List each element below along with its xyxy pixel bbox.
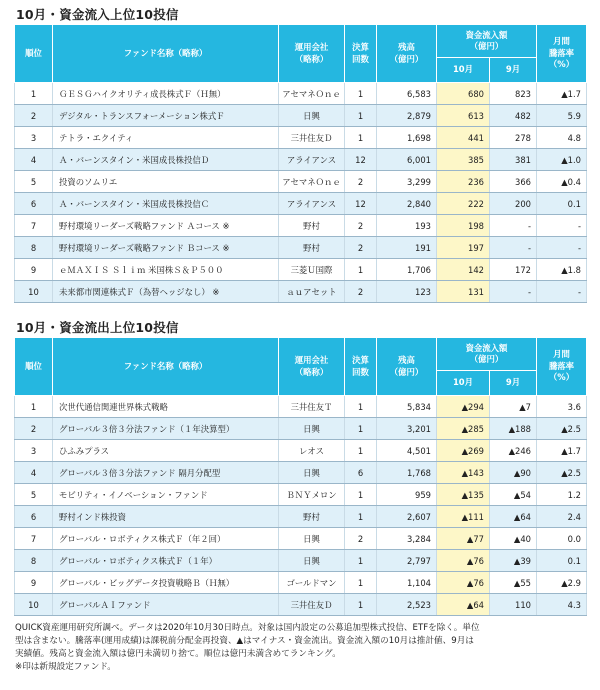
company-cell: 三井住友Ｔ xyxy=(279,396,345,418)
balance-cell: 2,879 xyxy=(377,105,437,127)
september-flow-cell: ▲54 xyxy=(490,484,537,506)
fund-name-cell: グローバル３倍３分法ファンド 隔月分配型 xyxy=(53,462,279,484)
balance-cell: 2,840 xyxy=(377,193,437,215)
settlement-cell: 1 xyxy=(345,105,377,127)
september-flow-cell: - xyxy=(490,215,537,237)
settlement-cell: 12 xyxy=(345,193,377,215)
company-cell: 日興 xyxy=(279,462,345,484)
settlement-cell: 1 xyxy=(345,127,377,149)
company-cell: アセマネＯｎｅ xyxy=(279,171,345,193)
company-cell: 野村 xyxy=(279,506,345,528)
balance-cell: 6,001 xyxy=(377,149,437,171)
fund-name-cell: 投資のソムリエ xyxy=(53,171,279,193)
fund-name-cell: グローバル３倍３分法ファンド（１年決算型） xyxy=(53,418,279,440)
table-row xyxy=(15,506,587,528)
header-monthly-change xyxy=(537,25,587,83)
october-flow-cell: 613 xyxy=(437,105,490,127)
header-settlement-count xyxy=(345,25,377,83)
page xyxy=(14,6,586,674)
monthly-change-cell: - xyxy=(537,281,587,303)
fund-name-cell: 未来都市関連株式Ｆ（為替ヘッジなし） ※ xyxy=(53,281,279,303)
balance-cell: 2,523 xyxy=(377,594,437,616)
monthly-change-cell: ▲2.5 xyxy=(537,462,587,484)
rank-cell: 8 xyxy=(15,237,53,259)
balance-cell: 5,834 xyxy=(377,396,437,418)
company-cell: ゴールドマン xyxy=(279,572,345,594)
header-october: 10月 xyxy=(437,58,490,83)
header-balance-label: 残高 （億円） xyxy=(389,355,424,377)
company-cell: 野村 xyxy=(279,237,345,259)
header-fund-name: ファンド名称（略称） xyxy=(53,25,279,83)
table-row xyxy=(15,259,587,281)
balance-cell: 6,583 xyxy=(377,83,437,105)
balance-cell: 4,501 xyxy=(377,440,437,462)
fund-name-cell: ＧＥＳＧハイクオリティ成長株式Ｆ（Ｈ無） xyxy=(53,83,279,105)
october-flow-cell: 236 xyxy=(437,171,490,193)
header-company-label: 運用会社 （略称） xyxy=(294,355,329,377)
rank-cell: 5 xyxy=(15,484,53,506)
rank-cell: 9 xyxy=(15,572,53,594)
september-flow-cell: 110 xyxy=(490,594,537,616)
settlement-cell: 2 xyxy=(345,237,377,259)
october-flow-cell: 197 xyxy=(437,237,490,259)
company-cell: 三井住友Ｄ xyxy=(279,127,345,149)
rank-cell: 1 xyxy=(15,83,53,105)
settlement-cell: 1 xyxy=(345,506,377,528)
monthly-change-cell: ▲1.8 xyxy=(537,259,587,281)
rank-cell: 4 xyxy=(15,149,53,171)
september-flow-cell: ▲55 xyxy=(490,572,537,594)
october-flow-cell: ▲111 xyxy=(437,506,490,528)
balance-cell: 1,698 xyxy=(377,127,437,149)
balance-cell: 959 xyxy=(377,484,437,506)
september-flow-cell: ▲40 xyxy=(490,528,537,550)
table-row xyxy=(15,281,587,303)
balance-cell: 193 xyxy=(377,215,437,237)
october-flow-cell: ▲76 xyxy=(437,550,490,572)
settlement-cell: 1 xyxy=(345,550,377,572)
settlement-cell: 1 xyxy=(345,440,377,462)
september-flow-cell: ▲64 xyxy=(490,506,537,528)
rank-cell: 1 xyxy=(15,396,53,418)
october-flow-cell: 142 xyxy=(437,259,490,281)
header-settlement-label: 決算 回数 xyxy=(352,42,369,64)
outflow-ranking-table xyxy=(14,337,587,616)
rank-cell: 4 xyxy=(15,462,53,484)
monthly-change-cell: 0.1 xyxy=(537,550,587,572)
balance-cell: 2,607 xyxy=(377,506,437,528)
rank-cell: 2 xyxy=(15,105,53,127)
october-flow-cell: ▲143 xyxy=(437,462,490,484)
table-row xyxy=(15,105,587,127)
table-row xyxy=(15,193,587,215)
september-flow-cell: ▲246 xyxy=(490,440,537,462)
company-cell: 野村 xyxy=(279,215,345,237)
outflow-section-title: 10月・資金流出上位10投信 xyxy=(16,320,179,335)
balance-cell: 191 xyxy=(377,237,437,259)
settlement-cell: 6 xyxy=(345,462,377,484)
settlement-cell: 2 xyxy=(345,528,377,550)
october-flow-cell: ▲76 xyxy=(437,572,490,594)
header-settlement-count xyxy=(345,338,377,396)
september-flow-cell: ▲90 xyxy=(490,462,537,484)
company-cell: レオス xyxy=(279,440,345,462)
rank-cell: 3 xyxy=(15,127,53,149)
outflow-table-body xyxy=(15,396,587,616)
inflow-ranking-table xyxy=(14,24,587,303)
monthly-change-cell: ▲1.7 xyxy=(537,83,587,105)
rank-cell: 3 xyxy=(15,440,53,462)
company-cell: 三菱Ｕ国際 xyxy=(279,259,345,281)
balance-cell: 3,284 xyxy=(377,528,437,550)
monthly-change-cell: - xyxy=(537,215,587,237)
company-cell: 日興 xyxy=(279,550,345,572)
october-flow-cell: ▲77 xyxy=(437,528,490,550)
settlement-cell: 2 xyxy=(345,215,377,237)
october-flow-cell: ▲64 xyxy=(437,594,490,616)
settlement-cell: 1 xyxy=(345,594,377,616)
settlement-cell: 1 xyxy=(345,259,377,281)
october-flow-cell: 131 xyxy=(437,281,490,303)
company-cell: 日興 xyxy=(279,528,345,550)
inflow-section-title: 10月・資金流入上位10投信 xyxy=(16,7,179,22)
settlement-cell: 1 xyxy=(345,83,377,105)
company-cell: アライアンス xyxy=(279,149,345,171)
september-flow-cell: - xyxy=(490,237,537,259)
october-flow-cell: 680 xyxy=(437,83,490,105)
fund-name-cell: グローバルＡＩファンド xyxy=(53,594,279,616)
company-cell: 三井住友Ｄ xyxy=(279,594,345,616)
rank-cell: 5 xyxy=(15,171,53,193)
footnote-line: ※印は新規設定ファンド。 xyxy=(15,662,116,672)
october-flow-cell: 385 xyxy=(437,149,490,171)
table-row xyxy=(15,440,587,462)
october-flow-cell: 222 xyxy=(437,193,490,215)
header-september: 9月 xyxy=(490,58,537,83)
balance-cell: 2,797 xyxy=(377,550,437,572)
monthly-change-cell: ▲1.0 xyxy=(537,149,587,171)
settlement-cell: 1 xyxy=(345,484,377,506)
settlement-cell: 12 xyxy=(345,149,377,171)
header-balance xyxy=(377,25,437,83)
header-fund-flow xyxy=(437,25,537,58)
footnote-line: 型は含まない。騰落率(運用成績)は課税前分配金再投資、▲はマイナス・資金流出。資金流入額の10月は推計値、9月は xyxy=(15,636,474,646)
september-flow-cell: 278 xyxy=(490,127,537,149)
table-row xyxy=(15,237,587,259)
table-row xyxy=(15,396,587,418)
table-row xyxy=(15,550,587,572)
september-flow-cell: 172 xyxy=(490,259,537,281)
monthly-change-cell: ▲2.9 xyxy=(537,572,587,594)
header-october: 10月 xyxy=(437,371,490,396)
fund-name-cell: テトラ・エクイティ xyxy=(53,127,279,149)
september-flow-cell: 381 xyxy=(490,149,537,171)
fund-name-cell: グローバル・ビッグデータ投資戦略Ｂ（Ｈ無） xyxy=(53,572,279,594)
monthly-change-cell: 0.0 xyxy=(537,528,587,550)
september-flow-cell: - xyxy=(490,281,537,303)
header-balance xyxy=(377,338,437,396)
monthly-change-cell: 4.3 xyxy=(537,594,587,616)
company-cell: アライアンス xyxy=(279,193,345,215)
october-flow-cell: ▲294 xyxy=(437,396,490,418)
fund-name-cell: Ａ・バーンスタイン・米国成長株投信Ｃ xyxy=(53,193,279,215)
fund-name-cell: 野村インド株投資 xyxy=(53,506,279,528)
rank-cell: 10 xyxy=(15,594,53,616)
october-flow-cell: 198 xyxy=(437,215,490,237)
header-monthly-change-label: 月間 騰落率 （%） xyxy=(548,349,575,383)
footnote-line: QUICK資産運用研究所調べ。データは2020年10月30日時点。対象は国内設定の公募追加型株式投信、ETFを除く。単位 xyxy=(15,623,480,633)
september-flow-cell: 366 xyxy=(490,171,537,193)
header-monthly-change-label: 月間 騰落率 （%） xyxy=(548,36,575,70)
table-row xyxy=(15,83,587,105)
table-row xyxy=(15,572,587,594)
balance-cell: 1,706 xyxy=(377,259,437,281)
balance-cell: 1,768 xyxy=(377,462,437,484)
footnote-line: 実績値。残高と資金流入額は億円未満切り捨て。順位は億円未満含めてランキング。 xyxy=(15,649,341,659)
monthly-change-cell: - xyxy=(537,237,587,259)
october-flow-cell: 441 xyxy=(437,127,490,149)
table-row xyxy=(15,528,587,550)
fund-name-cell: Ａ・バーンスタイン・米国成長株投信Ｄ xyxy=(53,149,279,171)
rank-cell: 6 xyxy=(15,506,53,528)
balance-cell: 3,299 xyxy=(377,171,437,193)
rank-cell: 2 xyxy=(15,418,53,440)
footnote xyxy=(15,622,587,674)
inflow-table-body xyxy=(15,83,587,303)
monthly-change-cell: ▲0.4 xyxy=(537,171,587,193)
monthly-change-cell: 1.2 xyxy=(537,484,587,506)
header-settlement-label: 決算 回数 xyxy=(352,355,369,377)
table-row xyxy=(15,462,587,484)
monthly-change-cell: 3.6 xyxy=(537,396,587,418)
table-row xyxy=(15,149,587,171)
company-cell: 日興 xyxy=(279,105,345,127)
header-balance-label: 残高 （億円） xyxy=(389,42,424,64)
settlement-cell: 2 xyxy=(345,281,377,303)
header-fund-name: ファンド名称（略称） xyxy=(53,338,279,396)
company-cell: 日興 xyxy=(279,418,345,440)
table-row xyxy=(15,215,587,237)
header-company xyxy=(279,25,345,83)
october-flow-cell: ▲269 xyxy=(437,440,490,462)
balance-cell: 1,104 xyxy=(377,572,437,594)
fund-name-cell: グローバル・ロボティクス株式Ｆ（１年） xyxy=(53,550,279,572)
header-fund-flow xyxy=(437,338,537,371)
table-row xyxy=(15,418,587,440)
header-company xyxy=(279,338,345,396)
monthly-change-cell: 0.1 xyxy=(537,193,587,215)
settlement-cell: 1 xyxy=(345,572,377,594)
september-flow-cell: 200 xyxy=(490,193,537,215)
september-flow-cell: ▲39 xyxy=(490,550,537,572)
fund-name-cell: 野村環境リーダーズ戦略ファンド Ａコース ※ xyxy=(53,215,279,237)
company-cell: アセマネＯｎｅ xyxy=(279,83,345,105)
table-row xyxy=(15,127,587,149)
header-company-label: 運用会社 （略称） xyxy=(294,42,329,64)
fund-name-cell: 野村環境リーダーズ戦略ファンド Ｂコース ※ xyxy=(53,237,279,259)
header-rank: 順位 xyxy=(15,338,53,396)
monthly-change-cell: ▲2.5 xyxy=(537,418,587,440)
october-flow-cell: ▲285 xyxy=(437,418,490,440)
header-fund-flow-label: 資金流入額 （億円） xyxy=(465,342,508,364)
rank-cell: 10 xyxy=(15,281,53,303)
rank-cell: 8 xyxy=(15,550,53,572)
september-flow-cell: 823 xyxy=(490,83,537,105)
company-cell: ａｕアセット xyxy=(279,281,345,303)
monthly-change-cell: 4.8 xyxy=(537,127,587,149)
october-flow-cell: ▲135 xyxy=(437,484,490,506)
monthly-change-cell: ▲1.7 xyxy=(537,440,587,462)
settlement-cell: 2 xyxy=(345,171,377,193)
fund-name-cell: デジタル・トランスフォーメーション株式Ｆ xyxy=(53,105,279,127)
settlement-cell: 1 xyxy=(345,418,377,440)
header-monthly-change xyxy=(537,338,587,396)
rank-cell: 6 xyxy=(15,193,53,215)
rank-cell: 9 xyxy=(15,259,53,281)
fund-name-cell: ｅＭＡＸＩＳ Ｓｌｉｍ 米国株Ｓ＆Ｐ５００ xyxy=(53,259,279,281)
fund-name-cell: ひふみプラス xyxy=(53,440,279,462)
settlement-cell: 1 xyxy=(345,396,377,418)
september-flow-cell: 482 xyxy=(490,105,537,127)
fund-name-cell: モビリティ・イノベーション・ファンド xyxy=(53,484,279,506)
monthly-change-cell: 5.9 xyxy=(537,105,587,127)
table-row xyxy=(15,171,587,193)
september-flow-cell: ▲7 xyxy=(490,396,537,418)
table-row xyxy=(15,594,587,616)
header-rank: 順位 xyxy=(15,25,53,83)
company-cell: ＢＮＹメロン xyxy=(279,484,345,506)
fund-name-cell: 次世代通信関連世界株式戦略 xyxy=(53,396,279,418)
monthly-change-cell: 2.4 xyxy=(537,506,587,528)
balance-cell: 3,201 xyxy=(377,418,437,440)
balance-cell: 123 xyxy=(377,281,437,303)
header-fund-flow-label: 資金流入額 （億円） xyxy=(465,29,508,51)
september-flow-cell: ▲188 xyxy=(490,418,537,440)
rank-cell: 7 xyxy=(15,215,53,237)
fund-name-cell: グローバル・ロボティクス株式Ｆ（年２回） xyxy=(53,528,279,550)
header-september: 9月 xyxy=(490,371,537,396)
rank-cell: 7 xyxy=(15,528,53,550)
table-row xyxy=(15,484,587,506)
